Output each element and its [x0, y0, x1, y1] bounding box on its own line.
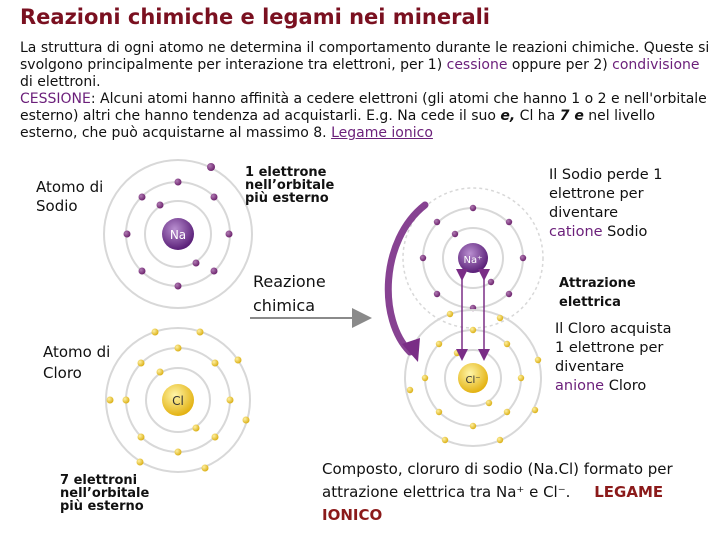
term-7e: 7 e	[559, 108, 584, 124]
note-seven-electrons: 7 elettroni nell’orbitale più esterno	[60, 473, 150, 514]
intro-sentence: nel livello esterno, che può acquistarne al massimo 8.	[20, 108, 656, 141]
legame-ionico-link[interactable]: Legame ionico	[331, 125, 433, 141]
term-anione: anione	[555, 378, 605, 394]
term-condivisione: condivisione	[612, 57, 700, 73]
intro-sentence: Cl ha	[515, 108, 560, 124]
cl-ion-symbol: Cl⁻	[465, 375, 481, 386]
label-reaction: Reazione chimica	[253, 272, 326, 315]
intro-sentence: di elettroni.	[20, 74, 101, 90]
na-ion-symbol: Na⁺	[463, 255, 483, 266]
na-symbol: Na	[169, 228, 187, 242]
intro-sentence: La struttura di ogni atomo ne determina il comportamento durante le reazioni chimiche. Queste si svolgono principalmente per interazione tra elettroni, per 1)	[20, 40, 710, 73]
note-one-electron: 1 elettrone nell’orbitale più esterno	[245, 165, 335, 206]
compound-caption: Composto, cloruro di sodio (Na.Cl) formato per attrazione elettrica tra Na⁺ e Cl⁻. LEGAME IONICO	[322, 460, 673, 524]
note-chlorine-gains: Il Cloro acquista 1 elettrone per diventare anione Cloro	[555, 321, 672, 394]
label-sodium-atom: Atomo di Sodio	[36, 178, 104, 215]
chlorine-atom	[106, 328, 250, 472]
intro-sentence: : Alcuni atomi hanno affinità a cedere elettroni (gli atomi che hanno 1 o 2 e nell'orbitale esterno) altri che hanno tendenza ad acquistarli. E.g. Na cede il suo	[20, 91, 707, 124]
heading-cessione: CESSIONE	[20, 91, 91, 107]
label-electric-attraction: Attrazione elettrica	[559, 276, 636, 310]
chlorine-ion	[405, 310, 541, 446]
cl-symbol: Cl	[172, 394, 184, 408]
sodium-atom	[104, 160, 252, 308]
note-sodium-loses: Il Sodio perde 1 elettrone per diventare catione Sodio	[549, 167, 663, 240]
term-catione: catione	[549, 224, 603, 240]
intro-sentence: oppure per 2)	[507, 57, 613, 73]
term-electron: e,	[500, 108, 516, 124]
term-cessione: cessione	[446, 57, 508, 73]
ionic-bond-label: LEGAME IONICO	[322, 483, 664, 524]
page-title: Reazioni chimiche e legami nei minerali	[20, 5, 491, 29]
label-chlorine-atom: Atomo di Cloro	[43, 343, 111, 382]
